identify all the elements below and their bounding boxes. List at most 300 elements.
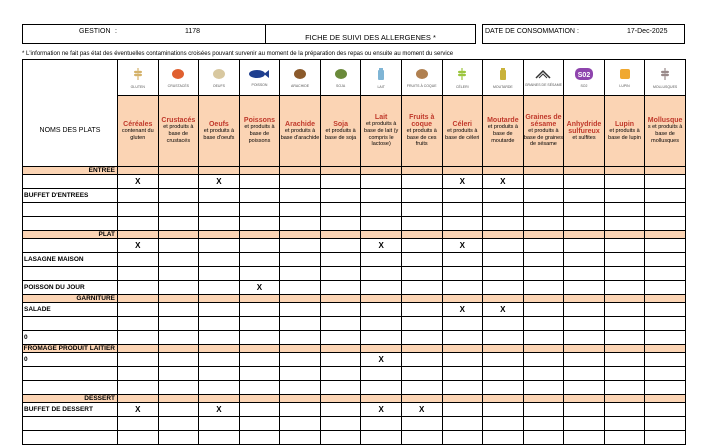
allergen-mark-cell[interactable]: [483, 267, 524, 281]
allergen-mark-cell[interactable]: [645, 381, 686, 395]
allergen-mark-cell[interactable]: [483, 239, 524, 253]
allergen-mark-cell[interactable]: [645, 267, 686, 281]
allergen-mark-cell[interactable]: [280, 203, 321, 217]
dish-name[interactable]: SALADE: [23, 303, 118, 317]
allergen-mark-cell[interactable]: [645, 281, 686, 295]
allergen-mark-cell[interactable]: X: [442, 239, 483, 253]
allergen-mark-cell[interactable]: [280, 317, 321, 331]
allergen-name: Oeufs: [208, 120, 229, 128]
allergen-mark-cell[interactable]: [442, 281, 483, 295]
allergen-mark-cell[interactable]: [564, 403, 605, 417]
allergen-mark-cell[interactable]: [280, 303, 321, 317]
allergen-mark-cell[interactable]: [645, 417, 686, 431]
allergen-mark-cell[interactable]: [523, 431, 564, 445]
allergen-mark-cell[interactable]: [483, 417, 524, 431]
allergen-mark-cell[interactable]: [361, 367, 402, 381]
allergen-mark-cell[interactable]: [320, 267, 361, 281]
allergen-logo-caption: MOLLUSQUES: [652, 84, 678, 89]
allergen-mark-cell[interactable]: [442, 417, 483, 431]
allergen-mark-cell[interactable]: [280, 417, 321, 431]
allergen-mark-cell[interactable]: [118, 217, 159, 231]
allergen-mark-cell[interactable]: [442, 431, 483, 445]
allergen-mark-cell[interactable]: [280, 431, 321, 445]
allergen-mark-cell[interactable]: [280, 267, 321, 281]
allergen-logo-cell: [645, 60, 686, 96]
allergen-mark-cell[interactable]: X: [199, 175, 240, 189]
allergen-mark-cell[interactable]: [361, 317, 402, 331]
allergen-mark-cell[interactable]: [158, 303, 199, 317]
allergen-mark-cell[interactable]: [320, 431, 361, 445]
allergen-mark-cell[interactable]: [118, 281, 159, 295]
allergen-mark-cell[interactable]: [361, 331, 402, 345]
allergen-mark-cell[interactable]: [320, 353, 361, 367]
allergen-mark-cell[interactable]: [604, 353, 645, 367]
allergen-mark-cell[interactable]: X: [118, 403, 159, 417]
allergen-mark-cell[interactable]: [604, 281, 645, 295]
allergen-mark-cell[interactable]: [199, 217, 240, 231]
allergen-description: et produits à base de poissons: [244, 124, 275, 144]
allergen-mark-cell[interactable]: [401, 317, 442, 331]
allergen-description: et produits à base de ces fruits: [406, 127, 437, 148]
allergen-mark-cell[interactable]: [118, 331, 159, 345]
allergen-mark-cell[interactable]: X: [118, 175, 159, 189]
allergen-mark-cell[interactable]: [523, 353, 564, 367]
allergen-mark-cell[interactable]: [320, 281, 361, 295]
allergen-mark-cell[interactable]: [118, 431, 159, 445]
allergen-mark-cell[interactable]: [320, 239, 361, 253]
allergen-mark-cell[interactable]: [158, 331, 199, 345]
allergen-mark-cell[interactable]: [523, 175, 564, 189]
allergen-mark-cell[interactable]: [320, 217, 361, 231]
allergen-mark-cell[interactable]: [199, 331, 240, 345]
allergen-mark-cell[interactable]: [604, 267, 645, 281]
allergen-name: Moutarde: [487, 117, 519, 125]
table-row: [23, 253, 686, 267]
dish-name[interactable]: POISSON DU JOUR: [23, 281, 118, 295]
dish-header-top: [23, 60, 118, 96]
section-fill-cell: [604, 295, 645, 303]
allergen-mark-cell[interactable]: [604, 189, 645, 203]
allergen-mark-cell[interactable]: [158, 175, 199, 189]
allergen-mark-cell[interactable]: [483, 431, 524, 445]
allergen-description: et sulfites: [572, 134, 596, 141]
allergen-header: [199, 96, 240, 167]
allergen-mark-cell[interactable]: [564, 281, 605, 295]
allergen-mark-cell[interactable]: [158, 217, 199, 231]
allergen-mark-cell[interactable]: [239, 417, 280, 431]
allergen-mark-cell[interactable]: [442, 253, 483, 267]
allergen-mark-cell[interactable]: [401, 431, 442, 445]
allergen-mark-cell[interactable]: [361, 303, 402, 317]
allergen-mark-cell[interactable]: [483, 367, 524, 381]
allergen-mark-cell[interactable]: [442, 267, 483, 281]
allergen-mark-cell[interactable]: [239, 381, 280, 395]
allergen-header: [604, 96, 645, 167]
table-row: [23, 431, 686, 445]
allergen-mark-cell[interactable]: [118, 417, 159, 431]
allergen-description: et produits à base d'oeufs: [203, 127, 235, 141]
allergen-mark-cell[interactable]: [239, 253, 280, 267]
allergen-mark-cell[interactable]: [361, 189, 402, 203]
allergen-mark-cell[interactable]: X: [199, 403, 240, 417]
dish-name[interactable]: [23, 381, 118, 395]
allergen-mark-cell[interactable]: [604, 381, 645, 395]
allergen-header: [320, 96, 361, 167]
allergen-mark-cell[interactable]: [158, 317, 199, 331]
allergen-mark-cell[interactable]: [604, 317, 645, 331]
allergen-mark-cell[interactable]: [361, 431, 402, 445]
allergen-mark-cell[interactable]: [361, 267, 402, 281]
allergen-mark-cell[interactable]: [523, 203, 564, 217]
allergen-mark-cell[interactable]: [564, 175, 605, 189]
dish-name[interactable]: [23, 431, 118, 445]
section-fill-cell: [442, 167, 483, 175]
section-fill-cell: [442, 295, 483, 303]
allergen-mark-cell[interactable]: [199, 267, 240, 281]
allergen-mark-cell[interactable]: [604, 253, 645, 267]
allergen-mark-cell[interactable]: X: [239, 281, 280, 295]
allergen-mark-cell[interactable]: [523, 189, 564, 203]
allergen-mark-cell[interactable]: [118, 253, 159, 267]
allergen-mark-cell[interactable]: [401, 417, 442, 431]
allergen-mark-cell[interactable]: [118, 303, 159, 317]
section-fill-cell: [442, 231, 483, 239]
allergen-mark-cell[interactable]: [280, 331, 321, 345]
allergen-mark-cell[interactable]: [564, 317, 605, 331]
allergen-mark-cell[interactable]: [280, 175, 321, 189]
allergen-mark-cell[interactable]: [564, 189, 605, 203]
allergen-mark-cell[interactable]: [645, 189, 686, 203]
allergen-mark-cell[interactable]: [645, 175, 686, 189]
allergen-mark-cell[interactable]: [442, 353, 483, 367]
allergen-mark-cell[interactable]: [523, 367, 564, 381]
allergen-mark-cell[interactable]: [280, 381, 321, 395]
allergen-mark-cell[interactable]: [361, 217, 402, 231]
allergen-mark-cell[interactable]: [442, 367, 483, 381]
allergen-mark-cell[interactable]: [320, 303, 361, 317]
allergen-mark-cell[interactable]: [564, 367, 605, 381]
allergen-mark-cell[interactable]: [239, 317, 280, 331]
section-fill-cell: [483, 345, 524, 353]
dish-name[interactable]: [23, 367, 118, 381]
allergen-mark-cell[interactable]: [564, 239, 605, 253]
allergen-mark-cell[interactable]: [401, 303, 442, 317]
allergen-mark-cell[interactable]: [199, 317, 240, 331]
allergen-mark-cell[interactable]: [645, 203, 686, 217]
allergen-mark-cell[interactable]: [564, 253, 605, 267]
allergen-mark-cell[interactable]: [483, 203, 524, 217]
section-fill-cell: [401, 345, 442, 353]
allergen-mark-cell[interactable]: [401, 203, 442, 217]
table-row: [23, 189, 686, 203]
allergen-mark-cell[interactable]: [523, 417, 564, 431]
allergen-mark-cell[interactable]: [442, 203, 483, 217]
allergen-mark-cell[interactable]: [604, 217, 645, 231]
section-fill-cell: [118, 231, 159, 239]
allergen-mark-cell[interactable]: [483, 403, 524, 417]
dish-name[interactable]: BUFFET D'ENTREES: [23, 189, 118, 203]
allergen-mark-cell[interactable]: [442, 403, 483, 417]
allergen-mark-cell[interactable]: [199, 203, 240, 217]
allergen-mark-cell[interactable]: [523, 239, 564, 253]
dish-name[interactable]: [23, 239, 118, 253]
allergen-mark-cell[interactable]: X: [442, 303, 483, 317]
allergen-mark-cell[interactable]: [604, 175, 645, 189]
allergen-mark-cell[interactable]: [361, 253, 402, 267]
allergen-mark-cell[interactable]: [280, 353, 321, 367]
allergen-mark-cell[interactable]: [199, 353, 240, 367]
allergen-mark-cell[interactable]: [239, 217, 280, 231]
allergen-mark-cell[interactable]: [645, 239, 686, 253]
allergen-mark-cell[interactable]: [401, 381, 442, 395]
allergen-mark-cell[interactable]: [239, 267, 280, 281]
allergen-mark-cell[interactable]: [320, 253, 361, 267]
allergen-mark-cell[interactable]: [199, 239, 240, 253]
allergen-mark-cell[interactable]: [645, 403, 686, 417]
allergen-mark-cell[interactable]: [361, 203, 402, 217]
table-row: [23, 317, 686, 331]
allergen-mark-cell[interactable]: [239, 331, 280, 345]
allergen-mark-cell[interactable]: X: [483, 303, 524, 317]
allergen-mark-cell[interactable]: [158, 267, 199, 281]
allergen-mark-cell[interactable]: [199, 381, 240, 395]
allergen-mark-cell[interactable]: [442, 189, 483, 203]
allergen-mark-cell[interactable]: [118, 367, 159, 381]
allergen-mark-cell[interactable]: [604, 303, 645, 317]
allergen-mark-cell[interactable]: [361, 281, 402, 295]
allergen-mark-cell[interactable]: [158, 281, 199, 295]
allergen-mark-cell[interactable]: [158, 239, 199, 253]
allergen-mark-cell[interactable]: [523, 217, 564, 231]
allergen-mark-cell[interactable]: [320, 317, 361, 331]
allergen-mark-cell[interactable]: [523, 317, 564, 331]
allergen-mark-cell[interactable]: [645, 331, 686, 345]
section-fill-cell: [361, 345, 402, 353]
allergen-mark-cell[interactable]: [118, 267, 159, 281]
allergen-mark-cell[interactable]: [645, 431, 686, 445]
allergen-mark-cell[interactable]: [564, 431, 605, 445]
allergen-mark-cell[interactable]: [523, 253, 564, 267]
allergen-mark-cell[interactable]: X: [361, 353, 402, 367]
allergen-mark-cell[interactable]: [158, 403, 199, 417]
allergen-mark-cell[interactable]: [401, 189, 442, 203]
allergen-mark-cell[interactable]: X: [361, 403, 402, 417]
allergen-mark-cell[interactable]: [604, 367, 645, 381]
allergen-mark-cell[interactable]: [320, 417, 361, 431]
allergen-mark-cell[interactable]: [401, 281, 442, 295]
allergen-mark-cell[interactable]: [483, 381, 524, 395]
allergen-mark-cell[interactable]: [118, 353, 159, 367]
dish-name[interactable]: [23, 217, 118, 231]
allergen-mark-cell[interactable]: [239, 175, 280, 189]
lupin-icon: [619, 68, 631, 82]
allergen-logo-caption: SO2: [580, 83, 588, 88]
allergen-mark-cell[interactable]: [604, 331, 645, 345]
allergen-logo-caption: POISSON: [251, 82, 268, 87]
allergen-mark-cell[interactable]: [645, 303, 686, 317]
allergen-mark-cell[interactable]: [280, 239, 321, 253]
allergen-mark-cell[interactable]: [604, 431, 645, 445]
dish-name[interactable]: 0: [23, 353, 118, 367]
allergen-mark-cell[interactable]: [118, 317, 159, 331]
allergen-mark-cell[interactable]: [320, 175, 361, 189]
allergen-mark-cell[interactable]: [483, 331, 524, 345]
allergen-header: [118, 96, 159, 167]
allergen-mark-cell[interactable]: [604, 403, 645, 417]
allergen-mark-cell[interactable]: [199, 189, 240, 203]
allergen-mark-cell[interactable]: [401, 331, 442, 345]
allergen-mark-cell[interactable]: [239, 203, 280, 217]
allergen-description: et produits à base de moutarde: [487, 124, 518, 144]
allergen-mark-cell[interactable]: [239, 431, 280, 445]
allergen-mark-cell[interactable]: [199, 431, 240, 445]
allergen-mark-cell[interactable]: [401, 253, 442, 267]
allergen-mark-cell[interactable]: [158, 203, 199, 217]
allergen-mark-cell[interactable]: [564, 203, 605, 217]
allergen-mark-cell[interactable]: [280, 403, 321, 417]
allergen-mark-cell[interactable]: [645, 353, 686, 367]
section-fill-cell: [361, 167, 402, 175]
allergen-mark-cell[interactable]: [361, 175, 402, 189]
section-fill-cell: [645, 395, 686, 403]
allergen-mark-cell[interactable]: [158, 353, 199, 367]
allergen-mark-cell[interactable]: [604, 417, 645, 431]
allergen-mark-cell[interactable]: [564, 417, 605, 431]
allergen-mark-cell[interactable]: [239, 403, 280, 417]
allergen-mark-cell[interactable]: [523, 267, 564, 281]
dish-name[interactable]: [23, 267, 118, 281]
allergen-mark-cell[interactable]: [199, 281, 240, 295]
dish-name[interactable]: [23, 175, 118, 189]
allergen-name: Graines de sésame: [525, 113, 562, 128]
allergen-mark-cell[interactable]: [158, 253, 199, 267]
allergen-mark-cell[interactable]: [442, 381, 483, 395]
allergen-mark-cell[interactable]: [320, 381, 361, 395]
allergen-mark-cell[interactable]: [442, 331, 483, 345]
allergen-mark-cell[interactable]: [361, 417, 402, 431]
allergen-mark-cell[interactable]: [645, 317, 686, 331]
allergen-name: Lupin: [615, 120, 635, 128]
allergen-mark-cell[interactable]: [361, 381, 402, 395]
allergen-mark-cell[interactable]: [239, 367, 280, 381]
allergen-mark-cell[interactable]: [118, 381, 159, 395]
allergen-mark-cell[interactable]: [483, 281, 524, 295]
allergen-mark-cell[interactable]: [199, 367, 240, 381]
section-fill-cell: [158, 295, 199, 303]
allergen-mark-cell[interactable]: X: [442, 175, 483, 189]
allergen-mark-cell[interactable]: [523, 331, 564, 345]
allergen-mark-cell[interactable]: [401, 239, 442, 253]
dish-name[interactable]: BUFFET DE DESSERT: [23, 403, 118, 417]
allergen-mark-cell[interactable]: [199, 303, 240, 317]
allergen-mark-cell[interactable]: [645, 367, 686, 381]
allergen-mark-cell[interactable]: [158, 431, 199, 445]
allergen-mark-cell[interactable]: [645, 217, 686, 231]
allergen-mark-cell[interactable]: [564, 381, 605, 395]
allergen-mark-cell[interactable]: [199, 253, 240, 267]
allergen-mark-cell[interactable]: [401, 367, 442, 381]
allergen-mark-cell[interactable]: [483, 189, 524, 203]
allergen-mark-cell[interactable]: [401, 353, 442, 367]
allergen-mark-cell[interactable]: [158, 189, 199, 203]
allergen-mark-cell[interactable]: [523, 303, 564, 317]
allergen-mark-cell[interactable]: [280, 217, 321, 231]
allergen-mark-cell[interactable]: [320, 367, 361, 381]
allergen-mark-cell[interactable]: [401, 267, 442, 281]
allergen-mark-cell[interactable]: [564, 353, 605, 367]
allergen-mark-cell[interactable]: [523, 403, 564, 417]
allergen-logo-cell: [239, 60, 280, 96]
allergen-header: [239, 96, 280, 167]
allergen-mark-cell[interactable]: [199, 417, 240, 431]
allergen-mark-cell[interactable]: [118, 203, 159, 217]
allergen-mark-cell[interactable]: [158, 367, 199, 381]
allergen-mark-cell[interactable]: X: [483, 175, 524, 189]
allergen-mark-cell[interactable]: [239, 189, 280, 203]
allergen-mark-cell[interactable]: [523, 381, 564, 395]
allergen-mark-cell[interactable]: [320, 203, 361, 217]
dish-name[interactable]: LASAGNE MAISON: [23, 253, 118, 267]
mollusc-icon: [660, 67, 670, 83]
allergen-mark-cell[interactable]: [483, 353, 524, 367]
section-label: FROMAGE PRODUIT LAITIER: [23, 345, 118, 353]
allergen-mark-cell[interactable]: [483, 253, 524, 267]
allergen-mark-cell[interactable]: [442, 217, 483, 231]
peanut-icon: [293, 68, 307, 82]
allergen-mark-cell[interactable]: [604, 239, 645, 253]
section-fill-cell: [280, 345, 321, 353]
allergen-mark-cell[interactable]: [483, 217, 524, 231]
allergen-mark-cell[interactable]: [280, 253, 321, 267]
dish-name[interactable]: 0: [23, 331, 118, 345]
allergen-mark-cell[interactable]: [239, 303, 280, 317]
allergen-mark-cell[interactable]: [564, 303, 605, 317]
allergen-mark-cell[interactable]: [564, 267, 605, 281]
allergen-mark-cell[interactable]: [320, 403, 361, 417]
allergen-mark-cell[interactable]: [158, 381, 199, 395]
dish-name[interactable]: [23, 317, 118, 331]
allergen-mark-cell[interactable]: [320, 189, 361, 203]
allergen-mark-cell[interactable]: [401, 217, 442, 231]
allergen-mark-cell[interactable]: X: [118, 239, 159, 253]
allergen-mark-cell[interactable]: [320, 331, 361, 345]
allergen-mark-cell[interactable]: [645, 253, 686, 267]
allergen-mark-cell[interactable]: [401, 175, 442, 189]
allergen-mark-cell[interactable]: [280, 189, 321, 203]
dish-name[interactable]: [23, 203, 118, 217]
allergen-mark-cell[interactable]: X: [361, 239, 402, 253]
allergen-header: [564, 96, 605, 167]
allergen-description: et produits à base de soja: [324, 127, 357, 141]
dish-name[interactable]: [23, 417, 118, 431]
allergen-mark-cell[interactable]: [483, 317, 524, 331]
allergen-mark-cell[interactable]: [564, 331, 605, 345]
section-fill-cell: [523, 345, 564, 353]
allergen-mark-cell[interactable]: [158, 417, 199, 431]
allergen-mark-cell[interactable]: [280, 367, 321, 381]
allergen-mark-cell[interactable]: [280, 281, 321, 295]
allergen-mark-cell[interactable]: [604, 203, 645, 217]
allergen-mark-cell[interactable]: [239, 239, 280, 253]
section-fill-cell: [280, 395, 321, 403]
allergen-mark-cell[interactable]: [564, 217, 605, 231]
allergen-mark-cell[interactable]: [523, 281, 564, 295]
allergen-mark-cell[interactable]: [239, 353, 280, 367]
allergen-mark-cell[interactable]: [118, 189, 159, 203]
allergen-mark-cell[interactable]: X: [401, 403, 442, 417]
allergen-description: et produits à base de lait (y compris le lactose): [364, 120, 399, 148]
allergen-mark-cell[interactable]: [442, 317, 483, 331]
